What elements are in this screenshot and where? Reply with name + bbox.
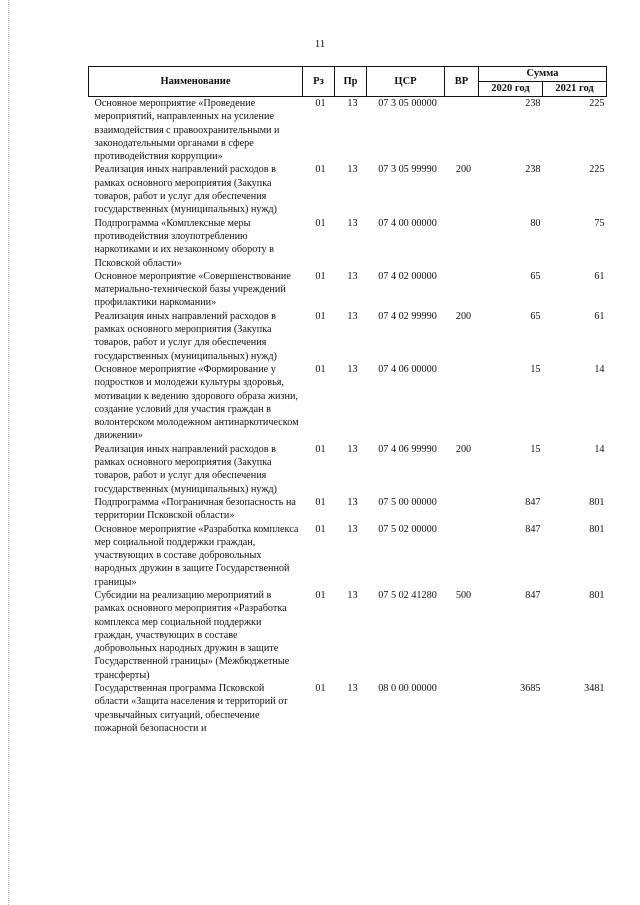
cell-vr	[445, 270, 479, 310]
cell-vr	[445, 682, 479, 735]
cell-name: Реализация иных направлений расходов в рамках основного мероприятия (Закупка товаров, работ и услуг для обеспечения государственных (муниципальных) нужд)	[94, 164, 277, 216]
cell-rz: 01	[315, 217, 326, 229]
cell-pr: 13	[347, 443, 358, 455]
cell-name: Основное мероприятие «Разработка комплекса мер социальной поддержки граждан, участвующих в составе добровольных народных дружин в защите Государственной границы»	[94, 523, 299, 588]
cell-name: Государственная программа Псковской области «Защита населения и территорий от чрезвычайных ситуаций, обеспечение пожарной безопасности и	[94, 683, 288, 734]
header-name: Наименование	[89, 67, 303, 97]
cell-sum-2021: 801	[589, 589, 605, 601]
cell-sum-2021: 14	[594, 443, 605, 455]
cell-vr	[445, 217, 479, 270]
cell-sum-2021: 75	[594, 217, 605, 229]
cell-sum-2021: 225	[589, 164, 605, 176]
cell-name: Реализация иных направлений расходов в рамках основного мероприятия (Закупка товаров, работ и услуг для обеспечения государственных (муниципальных) нужд)	[94, 443, 277, 495]
cell-sum-2020: 80	[530, 217, 541, 229]
cell-rz: 01	[315, 363, 326, 375]
cell-vr	[445, 363, 479, 443]
cell-rz: 01	[315, 164, 326, 176]
cell-vr	[445, 496, 479, 523]
cell-sum-2020: 65	[530, 270, 541, 282]
page-number: 11	[314, 38, 326, 50]
cell-pr: 13	[347, 363, 358, 375]
cell-sum-2021: 61	[594, 270, 605, 282]
cell-csr: 07 4 02 99990	[378, 310, 437, 322]
table-header	[89, 67, 607, 97]
cell-sum-2021: 225	[589, 98, 605, 109]
table-row	[89, 523, 607, 589]
cell-rz: 01	[315, 310, 326, 322]
cell-sum-2021: 801	[589, 496, 605, 508]
cell-pr: 13	[347, 98, 358, 109]
cell-sum-2021: 14	[594, 363, 605, 375]
cell-sum-2020: 847	[525, 496, 541, 508]
cell-csr: 07 5 02 00000	[378, 523, 437, 535]
cell-csr: 07 4 06 99990	[378, 443, 437, 455]
cell-vr: 500	[455, 589, 472, 601]
cell-rz: 01	[315, 523, 326, 535]
table-row	[89, 589, 607, 682]
header-csr: ЦСР	[367, 67, 445, 97]
header-vr: ВР	[445, 67, 479, 97]
cell-rz: 01	[315, 270, 326, 282]
cell-sum-2020: 238	[525, 98, 541, 109]
cell-sum-2020: 15	[530, 443, 541, 455]
header-rz: Рз	[303, 67, 335, 97]
cell-name: Основное мероприятие «Формирование у подростков и молодежи культуры здоровья, мотивации к ведению здорового образа жизни, создание условий для участия граждан в волонтерском молодежном антинаркотическом движении»	[94, 363, 299, 442]
table-row	[89, 163, 607, 216]
cell-pr: 13	[347, 589, 358, 601]
table-body	[89, 97, 607, 736]
cell-csr: 07 3 05 00000	[378, 98, 437, 109]
cell-vr: 200	[455, 443, 472, 455]
cell-sum-2020: 3685	[520, 683, 541, 695]
cell-csr: 07 4 06 00000	[378, 363, 437, 375]
cell-csr: 08 0 00 00000	[378, 683, 437, 695]
header-sum: Сумма	[479, 67, 607, 82]
table-row	[89, 97, 607, 164]
cell-pr: 13	[347, 164, 358, 176]
cell-sum-2020: 238	[525, 164, 541, 176]
table-row	[89, 270, 607, 310]
budget-table	[88, 66, 607, 735]
cell-csr: 07 5 00 00000	[378, 496, 437, 508]
table-row	[89, 682, 607, 735]
cell-name: Субсидии на реализацию мероприятий в рамках основного мероприятия «Разработка комплекса мер социальной поддержки граждан, участвующих в составе добровольных народных дружин в защите Государственной границы» (Межбюджетные трансферты)	[94, 589, 290, 681]
cell-csr: 07 5 02 41280	[378, 589, 437, 601]
table-row	[89, 310, 607, 363]
cell-pr: 13	[347, 683, 358, 695]
cell-name: Реализация иных направлений расходов в рамках основного мероприятия (Закупка товаров, работ и услуг для обеспечения государственных (муниципальных) нужд)	[94, 310, 277, 362]
cell-name: Подпрограмма «Комплексные меры противодействия злоупотреблению наркотиками и их незаконному обороту в Псковской области»	[94, 217, 274, 269]
header-pr: Пр	[335, 67, 367, 97]
cell-pr: 13	[347, 270, 358, 282]
table-row	[89, 443, 607, 496]
cell-csr: 07 4 00 00000	[378, 217, 437, 229]
cell-pr: 13	[347, 496, 358, 508]
cell-csr: 07 4 02 00000	[378, 270, 437, 282]
cell-sum-2021: 801	[589, 523, 605, 535]
cell-sum-2021: 61	[594, 310, 605, 322]
header-2020: 2020 год	[479, 82, 543, 97]
cell-csr: 07 3 05 99990	[378, 164, 437, 176]
table-row	[89, 363, 607, 443]
cell-vr: 200	[455, 310, 472, 322]
cell-pr: 13	[347, 217, 358, 229]
cell-name: Подпрограмма «Пограничная безопасность на территории Псковской области»	[94, 496, 296, 522]
cell-sum-2020: 15	[530, 363, 541, 375]
scan-edge-line	[8, 0, 9, 905]
cell-vr: 200	[455, 164, 472, 176]
table-row	[89, 217, 607, 270]
cell-rz: 01	[315, 589, 326, 601]
cell-rz: 01	[315, 496, 326, 508]
cell-rz: 01	[315, 683, 326, 695]
cell-name: Основное мероприятие «Совершенствование материально-технической базы учреждений профилактики наркомании»	[94, 270, 291, 309]
cell-sum-2021: 3481	[584, 683, 605, 695]
cell-name: Основное мероприятие «Проведение мероприятий, направленных на усиление взаимодействия с правоохранительными и законодательными органами в сфере противодействия коррупции»	[94, 98, 280, 163]
table-row	[89, 496, 607, 523]
cell-sum-2020: 847	[525, 589, 541, 601]
cell-sum-2020: 65	[530, 310, 541, 322]
cell-rz: 01	[315, 98, 326, 109]
cell-pr: 13	[347, 310, 358, 322]
cell-vr	[445, 523, 479, 589]
cell-vr	[445, 97, 479, 164]
cell-pr: 13	[347, 523, 358, 535]
header-2021: 2021 год	[543, 82, 607, 97]
cell-rz: 01	[315, 443, 326, 455]
cell-sum-2020: 847	[525, 523, 541, 535]
